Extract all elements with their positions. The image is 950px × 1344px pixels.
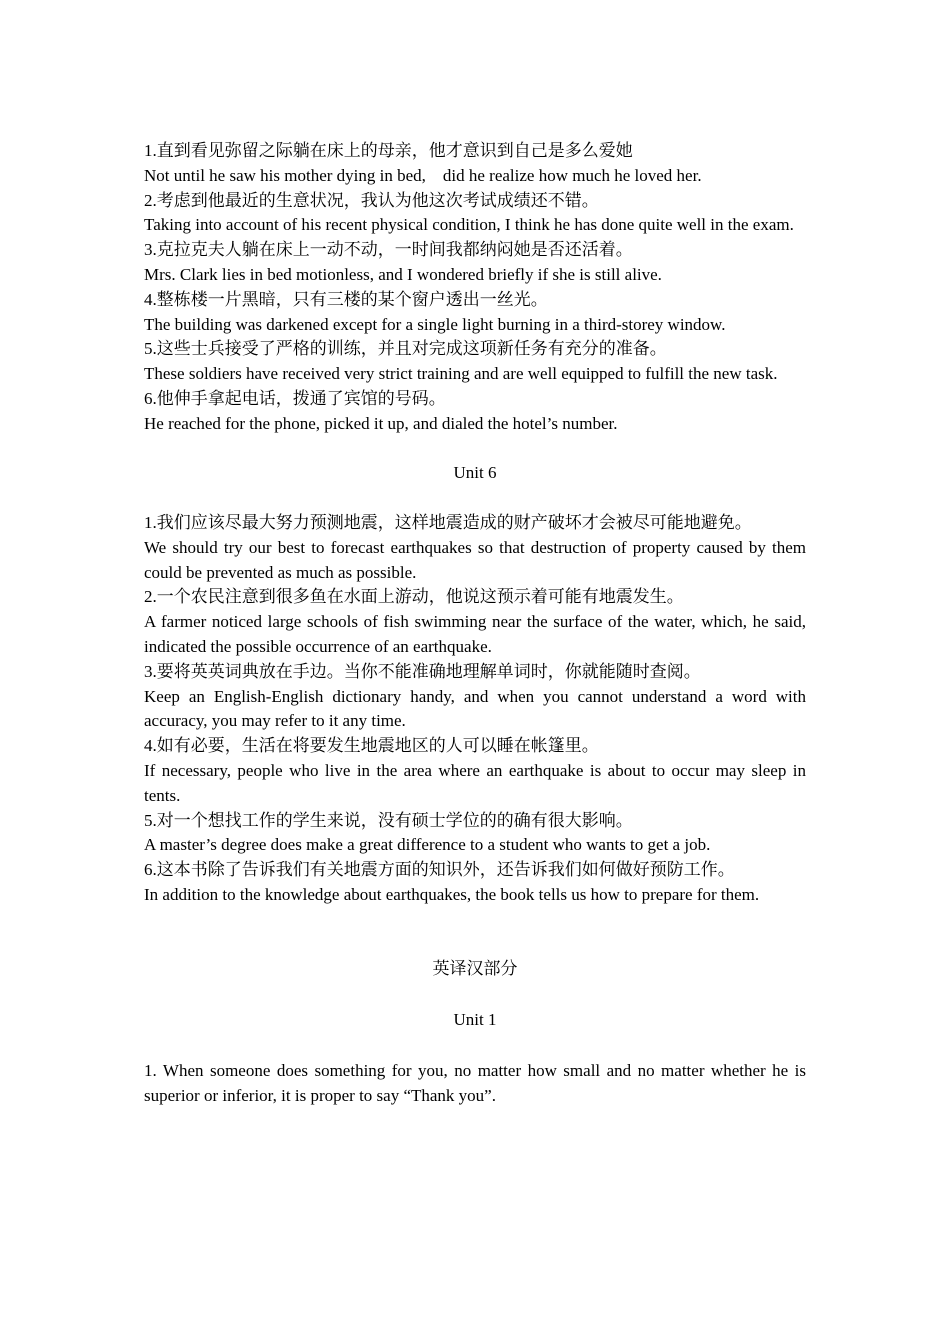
unit6-item-1-chinese: 1.我们应该尽最大努力预测地震，这样地震造成的财产破坏才会被尽可能地避免。 [144,512,752,532]
unit5-item-4-chinese: 4.整栋楼一片黑暗，只有三楼的某个窗户透出一丝光。 [144,289,548,309]
spacer [144,908,806,958]
spacer [144,1033,806,1059]
unit6-item-1-english: We should try our best to forecast earthquakes so that destruction of property caused by them could be prevented as much as possible. [144,537,806,582]
unit5-item-3-chinese: 3.克拉克夫人躺在床上一动不动，一时间我都纳闷她是否还活着。 [144,240,633,260]
unit6-item-5-english: A master’s degree does make a great difference to a student who wants to get a job. [144,835,711,855]
unit6-item-3-english: Keep an English-English dictionary handy, and when you cannot understand a word with accuracy, you may refer to it any time. [144,686,806,731]
unit6-item-2-english: A farmer noticed large schools of fish swimming near the surface of the water, which, he said, indicated the possible occurrence of an earthquake. [144,612,806,656]
unit5-item-2-english: Taking into account of his recent physical condition, I think he has done quite well in the exam. [144,215,794,235]
unit6-item-2-chinese: 2.一个农民注意到很多鱼在水面上游动，他说这预示着可能有地震发生。 [144,587,684,607]
unit5-sentence-list [144,139,806,437]
unit5-item-4-english: The building was darkened except for a single light burning in a third-storey window. [144,314,726,334]
part-heading: 英译汉部分 [432,959,518,979]
unit5-item-5-chinese: 5.这些士兵接受了严格的训练，并且对完成这项新任务有充分的准备。 [144,339,667,359]
unit5-item-3-english: Mrs. Clark lies in bed motionless, and I wondered briefly if she is still alive. [144,264,662,284]
unit6-sentence-list [144,511,806,908]
unit6-item-6-english: In addition to the knowledge about earthquakes, the book tells us how to prepare for them. [144,884,760,904]
document-body [144,139,806,1108]
unit5-item-1-english: Not until he saw his mother dying in bed, did he realize how much he loved her. [144,165,702,185]
unit5-item-6-english: He reached for the phone, picked it up, and dialed the hotel’s number. [144,413,618,433]
unit5-item-6-chinese: 6.他伸手拿起电话，拨通了宾馆的号码。 [144,388,446,408]
unit1-item-1-english: 1. When someone does something for you, no matter how small and no matter whether he is superior or inferior, it is proper to say “Thank you”. [144,1060,806,1105]
unit6-item-5-chinese: 5.对一个想找工作的学生来说，没有硕士学位的的确有很大影响。 [144,810,633,830]
spacer [144,486,806,511]
unit6-item-4-chinese: 4.如有必要，生活在将要发生地震地区的人可以睡在帐篷里。 [144,736,599,756]
unit1-sentence-list [144,1059,806,1109]
unit5-item-1-chinese: 1.直到看见弥留之际躺在床上的母亲，他才意识到自己是多么爱她 [144,141,633,160]
spacer [144,982,806,1008]
unit6-heading: Unit 6 [453,463,497,483]
unit6-item-6-chinese: 6.这本书除了告诉我们有关地震方面的知识外，还告诉我们如何做好预防工作。 [144,860,735,880]
unit1-heading: Unit 1 [453,1010,497,1030]
unit6-item-3-chinese: 3.要将英英词典放在手边。当你不能准确地理解单词时，你就能随时查阅。 [144,661,701,681]
unit5-item-2-chinese: 2.考虑到他最近的生意状况，我认为他这次考试成绩还不错。 [144,190,599,210]
unit5-item-5-english: These soldiers have received very strict training and are well equipped to fulfill the new task. [144,364,778,384]
spacer [144,437,806,462]
unit6-item-4-english: If necessary, people who live in the area where an earthquake is about to occur may sleep in tents. [144,760,806,805]
